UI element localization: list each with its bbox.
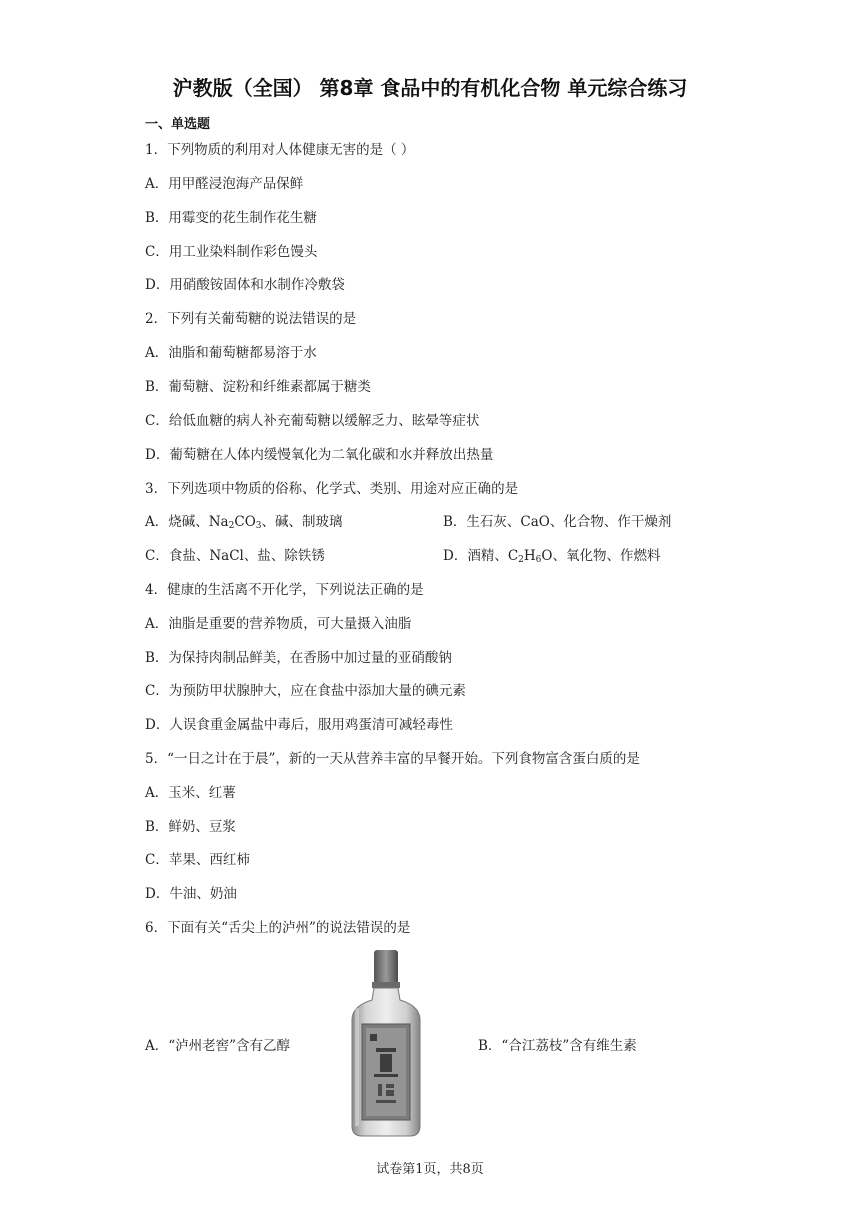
question-1-option-b: B．用霉变的花生制作花生糖 [145, 210, 317, 226]
section-heading: 一、单选题 [145, 117, 211, 132]
question-4-option-d: D．人误食重金属盐中毒后，服用鸡蛋清可减轻毒性 [145, 717, 453, 733]
question-2-option-a: A．油脂和葡萄糖都易溶于水 [145, 345, 317, 361]
liquor-bottle-image [350, 948, 422, 1138]
question-2-option-b: B．葡萄糖、淀粉和纤维素都属于糖类 [145, 379, 371, 395]
question-4-option-a: A．油脂是重要的营养物质，可大量摄入油脂 [145, 616, 412, 632]
question-4-stem: 4．健康的生活离不开化学，下列说法正确的是 [145, 582, 424, 598]
question-6-option-a: A．“泸州老窖”含有乙醇 [145, 1038, 291, 1054]
question-3-option-d: D．酒精、$C_2H_6O$、氧化物、作燃料 [443, 548, 661, 565]
question-6-option-b: B．“合江荔枝”含有维生素 [478, 1038, 637, 1054]
question-5-option-d: D．牛油、奶油 [145, 886, 237, 902]
page-title: 沪教版（全国） 第8章 食品中的有机化合物 单元综合练习 [172, 76, 688, 100]
question-1-option-d: D．用硝酸铵固体和水制作冷敷袋 [145, 277, 345, 293]
question-3-option-c: C．食盐、NaCl、盐、除铁锈 [145, 548, 325, 564]
question-5-option-b: B．鲜奶、豆浆 [145, 819, 236, 835]
question-3-option-b: B．生石灰、CaO、化合物、作干燥剂 [443, 514, 672, 530]
question-4-option-c: C．为预防甲状腺肿大，应在食盐中添加大量的碘元素 [145, 683, 466, 699]
question-5-option-c: C．苹果、西红柿 [145, 852, 250, 868]
question-1-option-a: A．用甲醛浸泡海产品保鲜 [145, 176, 304, 192]
question-5-stem: 5．“一日之计在于晨”，新的一天从营养丰富的早餐开始。下列食物富含蛋白质的是 [145, 751, 640, 767]
question-5-option-a: A．玉米、红薯 [145, 785, 236, 801]
question-6-stem: 6．下面有关“舌尖上的泸州”的说法错误的是 [145, 920, 411, 936]
question-2-stem: 2．下列有关葡萄糖的说法错误的是 [145, 311, 357, 327]
question-1-option-c: C．用工业染料制作彩色馒头 [145, 244, 318, 260]
question-3-option-a: A．烧碱、$Na_2CO_3$、碱、制玻璃 [145, 514, 343, 531]
question-1-stem: 1．下列物质的利用对人体健康无害的是（ ） [145, 142, 415, 158]
page-footer: 试卷第1页，共8页 [376, 1162, 484, 1177]
question-3-stem: 3．下列选项中物质的俗称、化学式、类别、用途对应正确的是 [145, 481, 519, 497]
question-4-option-b: B．为保持肉制品鲜美，在香肠中加过量的亚硝酸钠 [145, 650, 452, 666]
question-2-option-d: D．葡萄糖在人体内缓慢氧化为二氧化碳和水并释放出热量 [145, 447, 494, 463]
question-2-option-c: C．给低血糖的病人补充葡萄糖以缓解乏力、眩晕等症状 [145, 413, 480, 429]
